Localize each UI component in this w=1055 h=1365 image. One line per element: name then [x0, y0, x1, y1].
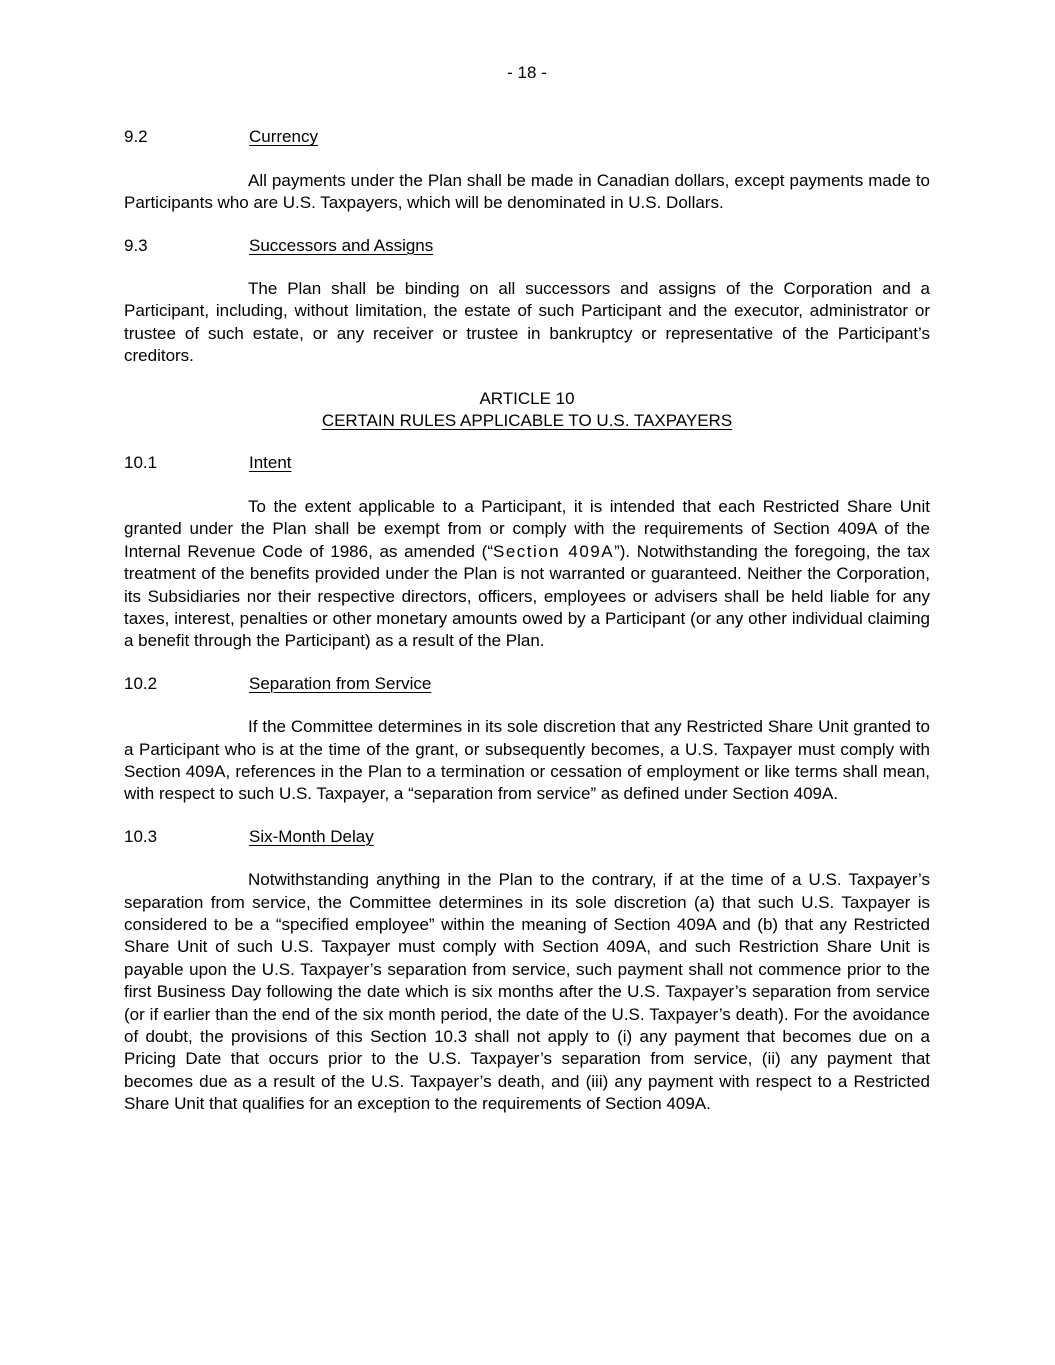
section-number: 10.1 [124, 453, 158, 473]
paragraph-text-after-term: ”). Notwithstanding the foregoing, the tax treatment of the benefits provided under the Plan is not warranted or guaranteed. Neither the Corporation, its Subsidiaries nor their respective directors, officers, employees or advisers shall be held liable for any taxes, interest, penalties or other monetary amounts owed by a Participant (or any other individual claiming a benefit through the Participant) as a result of the Plan. [124, 541, 930, 651]
section-number: 9.2 [124, 127, 148, 147]
section-number: 10.3 [124, 826, 158, 846]
section-10-3 [124, 826, 930, 1116]
section-heading: Successors and Assigns [249, 235, 434, 255]
section-number: 10.2 [124, 673, 158, 693]
section-heading-row [124, 235, 930, 257]
page-number: - 18 - [507, 63, 547, 82]
section-heading-row [124, 452, 930, 474]
section-paragraph: Notwithstanding anything in the Plan to the contrary, if at the time of a U.S. Taxpayer’s separation from service, the Committee determines in its sole discretion (a) that such U.S. Taxpayer is considered to be a “specified employee” within the meaning of Section 409A and (b) that any Restricted Share Unit of such U.S. Taxpayer must comply with Section 409A, and such Restriction Share Unit is payable upon the U.S. Taxpayer’s separation from service, such payment shall not commence prior to the first Business Day following the date which is six months after the U.S. Taxpayer’s separation from service (or if earlier than the end of the six month period, the date of the U.S. Taxpayer’s death). For the avoidance of doubt, the provisions of this Section 10.3 shall not apply to (i) any payment that becomes due on a Pricing Date that occurs prior to the U.S. Taxpayer’s separation from service, (ii) any payment that becomes due as a result of the U.S. Taxpayer’s death, and (iii) any payment with respect to a Restricted Share Unit that qualifies for an exception to the requirements of Section 409A. [124, 870, 930, 1114]
section-paragraph [124, 496, 930, 653]
section-9-3 [124, 235, 930, 368]
article-heading [124, 388, 930, 433]
section-paragraph: All payments under the Plan shall be made in Canadian dollars, except payments made to Participants who are U.S. Taxpayers, which will be denominated in U.S. Dollars. [124, 170, 930, 213]
section-paragraph: If the Committee determines in its sole discretion that any Restricted Share Unit granted to a Participant who is at the time of the grant, or subsequently becomes, a U.S. Taxpayer must comply with Section 409A, references in the Plan to a termination or cessation of employment or like terms shall mean, with respect to such U.S. Taxpayer, a “separation from service” as defined under Section 409A. [124, 717, 930, 804]
article-title: ARTICLE 10 [479, 388, 575, 408]
section-heading-row [124, 126, 930, 148]
section-heading-row [124, 826, 930, 848]
section-heading: Currency [249, 127, 318, 147]
section-heading: Separation from Service [249, 673, 432, 693]
section-heading: Intent [249, 453, 292, 473]
section-number: 9.3 [124, 235, 148, 255]
defined-term-section-409a: Section 409A [492, 541, 615, 561]
section-paragraph: The Plan shall be binding on all successors and assigns of the Corporation and a Participant, including, without limitation, the estate of such Participant and the executor, administrator or trustee of such estate, or any receiver or trustee in bankruptcy or representative of the Participant’s creditors. [124, 279, 930, 366]
section-10-1 [124, 452, 930, 652]
section-heading: Six-Month Delay [249, 826, 374, 846]
section-10-2 [124, 673, 930, 806]
section-heading-row [124, 673, 930, 695]
section-9-2 [124, 126, 930, 214]
paragraph-text-before-term: To the extent applicable to a Participant, it is intended that each Restricted Share Unit granted under the Plan shall be exempt from or comply with the requirements of Section 409A of the Internal Revenue Code of 1986, as amended (“ [124, 496, 930, 561]
article-subtitle: CERTAIN RULES APPLICABLE TO U.S. TAXPAYERS [321, 411, 733, 431]
